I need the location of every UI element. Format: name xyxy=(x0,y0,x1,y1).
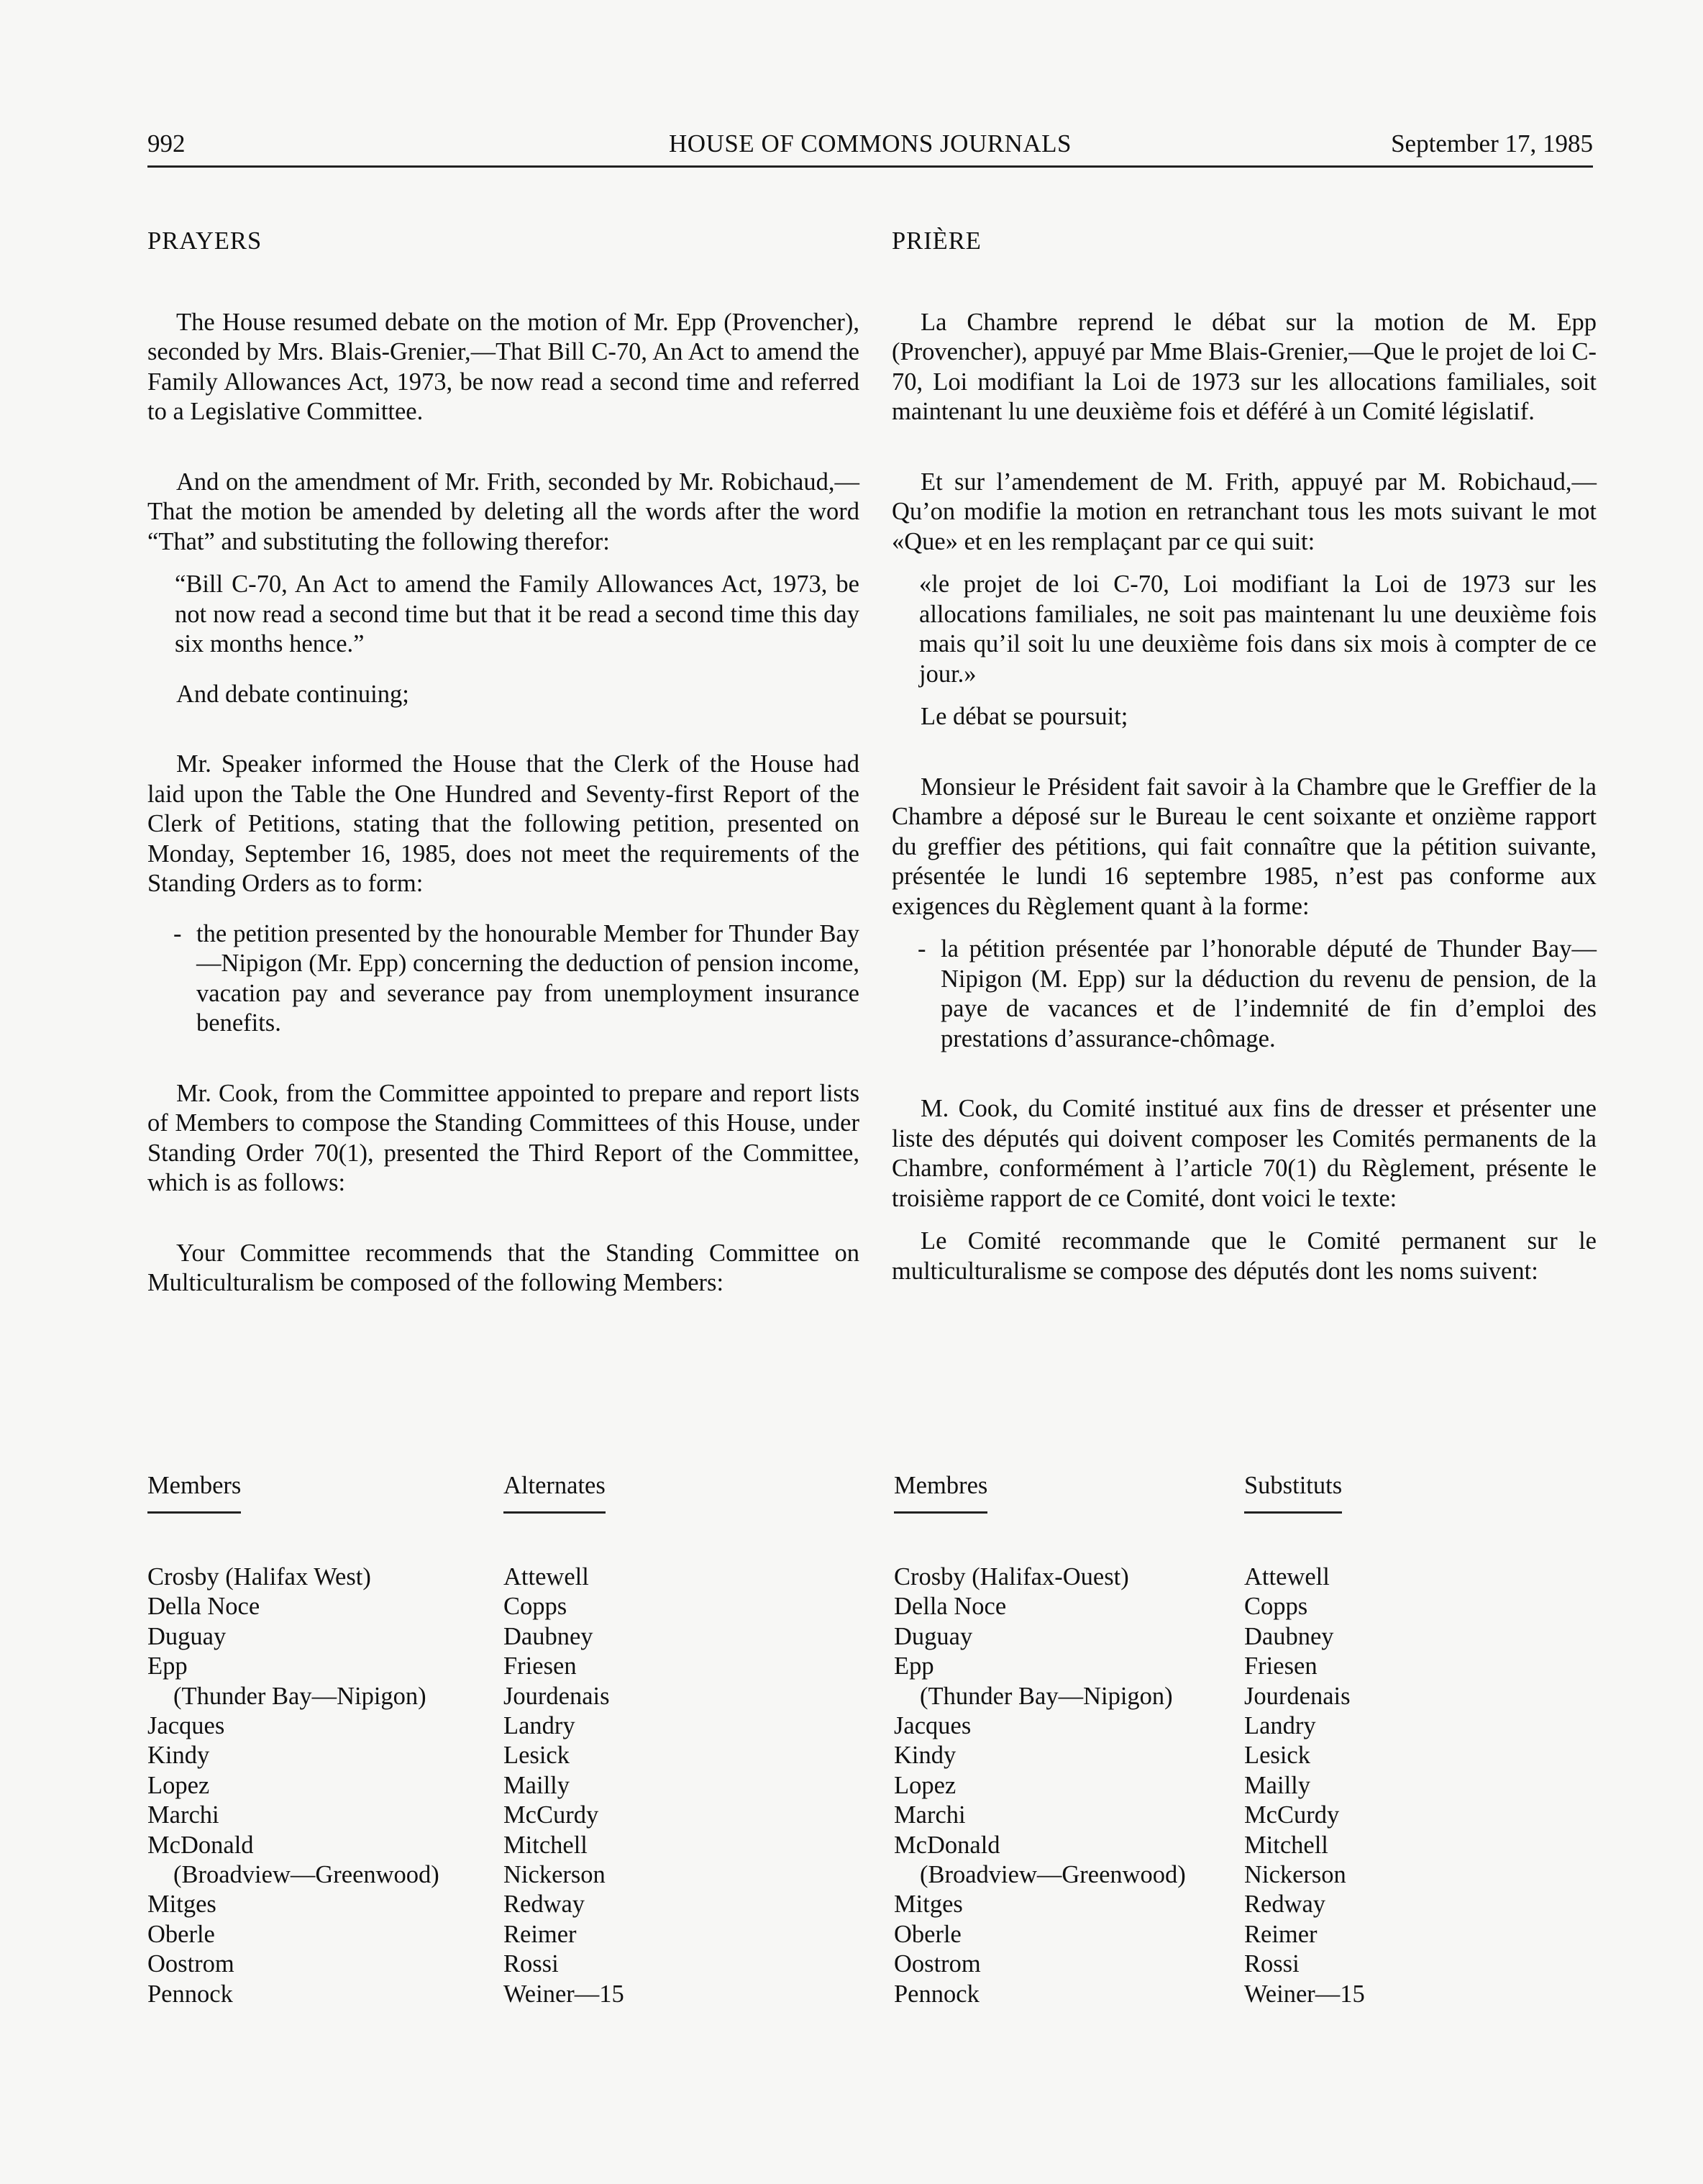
english-column xyxy=(147,227,859,1298)
alternates-list-fr xyxy=(1244,1562,1365,2009)
alternate-name: Mitchell xyxy=(1244,1831,1328,1859)
members-header-en: Members xyxy=(147,1472,241,1514)
alternate-name: Lesick xyxy=(503,1742,570,1770)
member-name: Kindy xyxy=(894,1742,956,1770)
member-name: Marchi xyxy=(147,1801,219,1829)
member-name: (Thunder Bay—Nipigon) xyxy=(920,1682,1173,1710)
alternate-name: Copps xyxy=(1244,1593,1308,1621)
petition-bullet-fr xyxy=(918,934,1597,1054)
member-name: Mitges xyxy=(147,1890,216,1919)
alternate-name: Reimer xyxy=(503,1920,577,1948)
alternate-name: Attewell xyxy=(503,1563,589,1591)
alternate-name: Weiner—15 xyxy=(503,1980,624,2008)
member-name: (Thunder Bay—Nipigon) xyxy=(173,1682,426,1710)
amendment-quote-fr: «le projet de loi C-70, Loi modifiant la Loi de 1973 sur les allocations familiales, ne soit pas maintenant lu une deuxième fois mais qu’il soit lu une deuxième fois dans six mois à compter de ce jour.» xyxy=(919,570,1597,688)
alternate-name: Rossi xyxy=(503,1950,559,1978)
alternate-name: Landry xyxy=(503,1712,575,1740)
alternate-name: Daubney xyxy=(1244,1622,1334,1650)
alternate-name: Landry xyxy=(1244,1712,1316,1740)
alternate-name: Copps xyxy=(503,1593,567,1621)
debate-continuing-fr: Le débat se poursuit; xyxy=(921,703,1128,730)
alternate-name: Mitchell xyxy=(503,1831,588,1859)
paragraph-report-fr: M. Cook, du Comité institué aux fins de dresser et présenter une liste des députés qui doivent composer les Comités permanents de la Chambre, conformément à l’article 70(1) du Règlement, présente le troisième rapport de ce Comité, dont voici le texte: xyxy=(892,1095,1597,1212)
member-name: Marchi xyxy=(894,1801,966,1829)
debate-continuing-en: And debate continuing; xyxy=(176,680,409,708)
member-name: Epp xyxy=(147,1652,188,1680)
page-header xyxy=(147,129,1593,168)
paragraph-petitions-fr: Monsieur le Président fait savoir à la Chambre que le Greffier de la Chambre a déposé sur le Bureau le cent soixante et onzième rapport du greffier des pétitions, qui fait connaître que la pétition suivante, présentée le lundi 16 septembre 1985, n’est pas conforme aux exigences du Règlement quant à la forme: xyxy=(892,773,1597,920)
bullet-text-en: the petition presented by the honourable Member for Thunder Bay—Nipigon (Mr. Epp) concerning the deduction of pension income, vacation pay and severance pay from unemployment insurance benefits. xyxy=(196,919,859,1037)
member-name: McDonald xyxy=(894,1831,1000,1859)
member-name: Crosby (Halifax West) xyxy=(147,1563,371,1591)
journal-date: September 17, 1985 xyxy=(1391,129,1593,158)
alternate-name: Attewell xyxy=(1244,1563,1330,1591)
paragraph-recommendation-fr: Le Comité recommande que le Comité permanent sur le multiculturalisme se compose des députés dont les noms suivent: xyxy=(892,1227,1597,1285)
amendment-quote-en: “Bill C-70, An Act to amend the Family Allowances Act, 1973, be not now read a second time but that it be read a second time this day six months hence.” xyxy=(175,570,859,658)
member-name: Oberle xyxy=(894,1920,962,1948)
alternate-name: Nickerson xyxy=(503,1861,606,1889)
member-name: Della Noce xyxy=(147,1593,260,1621)
paragraph-motion-fr: La Chambre reprend le débat sur la motion de M. Epp (Provencher), appuyé par Mme Blais-Grenier,—Que le projet de loi C-70, Loi modifiant la Loi de 1973 sur les allocations familiales, soit maintenant lu une deuxième fois et déféré à un Comité législatif. xyxy=(892,308,1597,425)
french-column xyxy=(892,227,1597,1286)
member-name: Della Noce xyxy=(894,1593,1007,1621)
member-name: Kindy xyxy=(147,1742,210,1770)
alternate-name: Rossi xyxy=(1244,1950,1300,1978)
section-heading-en: PRAYERS xyxy=(147,227,262,255)
alternate-name: Friesen xyxy=(503,1652,577,1680)
alternates-list-en xyxy=(503,1562,624,2009)
member-name: Jacques xyxy=(147,1712,225,1740)
alternate-name: Redway xyxy=(1244,1890,1326,1919)
alternate-name: Weiner—15 xyxy=(1244,1980,1365,2008)
alternate-name: Mailly xyxy=(1244,1771,1310,1799)
paragraph-motion-en: The House resumed debate on the motion of Mr. Epp (Provencher), seconded by Mrs. Blais-Grenier,—That Bill C-70, An Act to amend the Family Allowances Act, 1973, be now read a second time and referred to a Legislative Committee. xyxy=(147,308,859,425)
alternate-name: Jourdenais xyxy=(503,1682,610,1710)
member-name: Oostrom xyxy=(147,1950,234,1978)
alternate-name: Jourdenais xyxy=(1244,1682,1351,1710)
petition-bullet-en xyxy=(173,919,859,1039)
bullet-dash: - xyxy=(173,919,182,947)
journal-title: HOUSE OF COMMONS JOURNALS xyxy=(669,129,1072,158)
member-name: Lopez xyxy=(147,1771,210,1799)
member-name: Jacques xyxy=(894,1712,972,1740)
alternate-name: Lesick xyxy=(1244,1742,1310,1770)
page-number: 992 xyxy=(147,129,186,158)
member-name: Duguay xyxy=(147,1622,227,1650)
member-name: McDonald xyxy=(147,1831,254,1859)
bullet-dash: - xyxy=(918,935,926,963)
member-name: Pennock xyxy=(894,1980,980,2008)
member-name: Pennock xyxy=(147,1980,233,2008)
paragraph-amendment-fr: Et sur l’amendement de M. Frith, appuyé par M. Robichaud,—Qu’on modifie la motion en retranchant tous les mots suivant le mot «Que» et en les remplaçant par ce qui suit: xyxy=(892,468,1597,555)
bullet-text-fr: la pétition présentée par l’honorable député de Thunder Bay—Nipigon (M. Epp) sur la déduction du revenu de pension, de la paye de vacances et de l’indemnité de fin d’emploi des prestations d’assurance-chômage. xyxy=(941,935,1597,1052)
alternate-name: Friesen xyxy=(1244,1652,1318,1680)
members-list-en xyxy=(147,1562,439,2009)
member-name: (Broadview—Greenwood) xyxy=(920,1861,1186,1889)
member-name: Mitges xyxy=(894,1890,963,1919)
member-name: Oberle xyxy=(147,1920,215,1948)
paragraph-amendment-en: And on the amendment of Mr. Frith, seconded by Mr. Robichaud,—That the motion be amended by deleting all the words after the word “That” and substituting the following therefor: xyxy=(147,468,859,555)
section-heading-fr: PRIÈRE xyxy=(892,227,982,255)
alternates-header-en: Alternates xyxy=(503,1472,606,1514)
paragraph-petitions-en: Mr. Speaker informed the House that the Clerk of the House had laid upon the Table the One Hundred and Seventy-first Report of the Clerk of Petitions, stating that the following petition, presented on Monday, September 16, 1985, does not meet the requirements of the Standing Orders as to form: xyxy=(147,750,859,897)
members-header-fr: Membres xyxy=(894,1472,987,1514)
alternate-name: McCurdy xyxy=(1244,1801,1340,1829)
alternate-name: Reimer xyxy=(1244,1920,1318,1948)
alternates-header-fr: Substituts xyxy=(1244,1472,1342,1514)
member-name: Lopez xyxy=(894,1771,956,1799)
members-list-fr xyxy=(894,1562,1186,2009)
paragraph-report-en: Mr. Cook, from the Committee appointed to prepare and report lists of Members to compose the Standing Committees of this House, under Standing Order 70(1), presented the Third Report of the Committee, which is as follows: xyxy=(147,1079,859,1196)
alternate-name: Daubney xyxy=(503,1622,593,1650)
paragraph-recommendation-en: Your Committee recommends that the Standing Committee on Multiculturalism be composed of the following Members: xyxy=(147,1239,859,1296)
alternate-name: Mailly xyxy=(503,1771,570,1799)
member-name: Epp xyxy=(894,1652,934,1680)
member-name: Oostrom xyxy=(894,1950,981,1978)
alternate-name: Redway xyxy=(503,1890,585,1919)
alternate-name: McCurdy xyxy=(503,1801,599,1829)
member-name: (Broadview—Greenwood) xyxy=(173,1861,439,1889)
member-name: Crosby (Halifax-Ouest) xyxy=(894,1563,1129,1591)
alternate-name: Nickerson xyxy=(1244,1861,1346,1889)
member-name: Duguay xyxy=(894,1622,973,1650)
